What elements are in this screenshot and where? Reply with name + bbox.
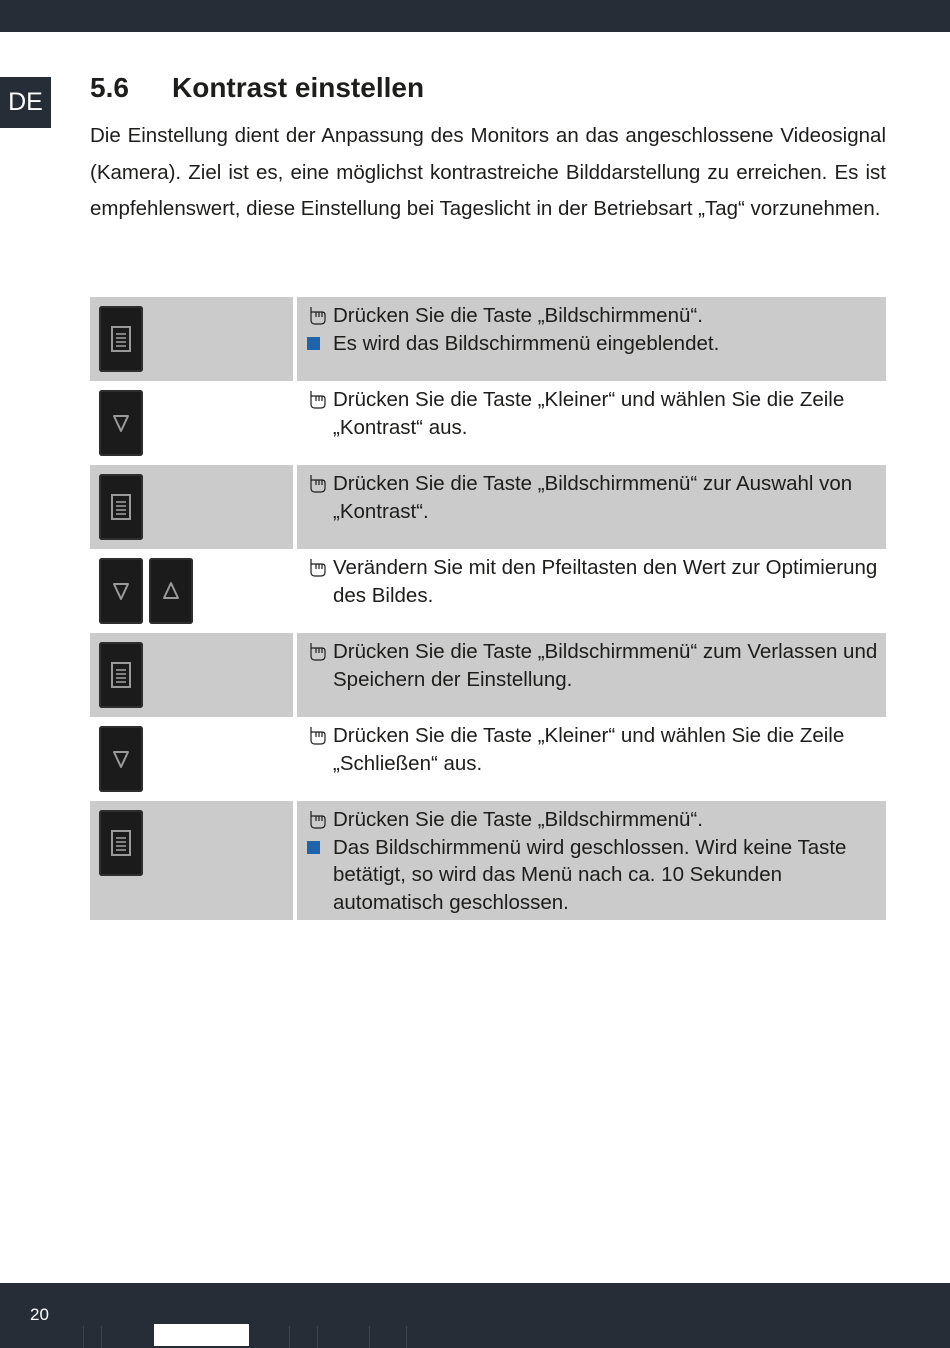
step-text-cell: [297, 801, 886, 920]
down-key-icon: [99, 558, 143, 624]
result-square-icon: [307, 834, 333, 862]
pointing-hand-icon: [307, 305, 327, 327]
language-tab: DE: [0, 77, 51, 128]
step-text: Drücken Sie die Taste „Kleiner“ und wählen Sie die Zeile „Kontrast“ aus.: [333, 388, 845, 439]
step-row: [90, 633, 886, 717]
page-number: 20: [30, 1305, 49, 1324]
section-heading: [90, 70, 424, 106]
step-text: Das Bildschirmmenü wird geschlossen. Wird keine Taste betätigt, so wird das Menü nach ca. 10 Sekunden automatisch geschlossen.: [333, 835, 847, 914]
step-text: Drücken Sie die Taste „Bildschirmmenü“ zur Auswahl von „Kontrast“.: [333, 472, 853, 523]
action-line: [307, 638, 886, 693]
step-text: Verändern Sie mit den Pfeiltasten den Wert zur Optimierung des Bildes.: [333, 556, 878, 607]
step-key-cell: [90, 633, 293, 717]
step-key-cell: [90, 381, 293, 465]
steps-table: [90, 297, 886, 920]
intro-paragraph: Die Einstellung dient der Anpassung des Monitors an das angeschlossene Videosignal (Kamera). Ziel ist es, eine möglichst kontrastreiche Bilddarstellung zu erreichen. Es ist empfehlenswert, diese Einstellung bei Tageslicht in der Betriebsart „Tag“ vorzunehmen.: [90, 124, 886, 220]
action-line: [307, 722, 886, 777]
pointing-hand-icon: [307, 557, 327, 579]
step-row: [90, 297, 886, 381]
step-key-cell: [90, 297, 293, 381]
step-row: [90, 801, 886, 920]
result-line: [307, 834, 886, 917]
pointing-hand-icon: [307, 641, 327, 663]
step-text: Drücken Sie die Taste „Bildschirmmenü“.: [333, 304, 703, 327]
step-text: Drücken Sie die Taste „Bildschirmmenü“ zum Verlassen und Speichern der Einstellung.: [333, 640, 878, 691]
pointing-hand-icon: [307, 638, 333, 666]
footer-tick: [83, 1326, 84, 1348]
down-key-icon: [99, 390, 143, 456]
pointing-hand-icon: [307, 470, 333, 498]
menu-key-icon: [99, 474, 143, 540]
step-row: [90, 717, 886, 801]
step-text: Drücken Sie die Taste „Kleiner“ und wählen Sie die Zeile „Schließen“ aus.: [333, 724, 845, 775]
pointing-hand-icon: [307, 302, 333, 330]
menu-key-icon: [99, 810, 143, 876]
footer-marker: [154, 1324, 249, 1346]
step-text-cell: [297, 549, 886, 633]
step-text-cell: [297, 297, 886, 381]
pointing-hand-icon: [307, 722, 333, 750]
result-square-icon: [307, 330, 333, 358]
footer-tick: [101, 1326, 102, 1348]
step-row: [90, 549, 886, 633]
step-row: [90, 381, 886, 465]
action-line: [307, 554, 886, 609]
pointing-hand-icon: [307, 389, 327, 411]
step-key-cell: [90, 465, 293, 549]
step-text-cell: [297, 717, 886, 801]
step-text: Drücken Sie die Taste „Bildschirmmenü“.: [333, 808, 703, 831]
step-text-cell: [297, 633, 886, 717]
pointing-hand-icon: [307, 809, 327, 831]
section-number: 5.6: [90, 72, 129, 103]
pointing-hand-icon: [307, 725, 327, 747]
pointing-hand-icon: [307, 386, 333, 414]
footer-tick: [369, 1326, 370, 1348]
pointing-hand-icon: [307, 554, 333, 582]
action-line: [307, 302, 886, 330]
step-key-cell: [90, 801, 293, 920]
action-line: [307, 386, 886, 441]
footer-tick: [289, 1326, 290, 1348]
step-key-cell: [90, 717, 293, 801]
pointing-hand-icon: [307, 806, 333, 834]
step-key-cell: [90, 549, 293, 633]
menu-key-icon: [99, 306, 143, 372]
top-bar: [0, 0, 950, 32]
step-text-cell: [297, 381, 886, 465]
menu-key-icon: [99, 642, 143, 708]
footer-tick: [317, 1326, 318, 1348]
bottom-bar: [0, 1283, 950, 1348]
action-line: [307, 806, 886, 834]
result-line: [307, 330, 886, 358]
action-line: [307, 470, 886, 525]
step-text: Es wird das Bildschirmmenü eingeblendet.: [333, 331, 720, 355]
pointing-hand-icon: [307, 473, 327, 495]
section-title: Kontrast einstellen: [172, 72, 425, 103]
down-key-icon: [99, 726, 143, 792]
step-text-cell: [297, 465, 886, 549]
step-row: [90, 465, 886, 549]
footer-tick: [406, 1326, 407, 1348]
up-key-icon: [149, 558, 193, 624]
